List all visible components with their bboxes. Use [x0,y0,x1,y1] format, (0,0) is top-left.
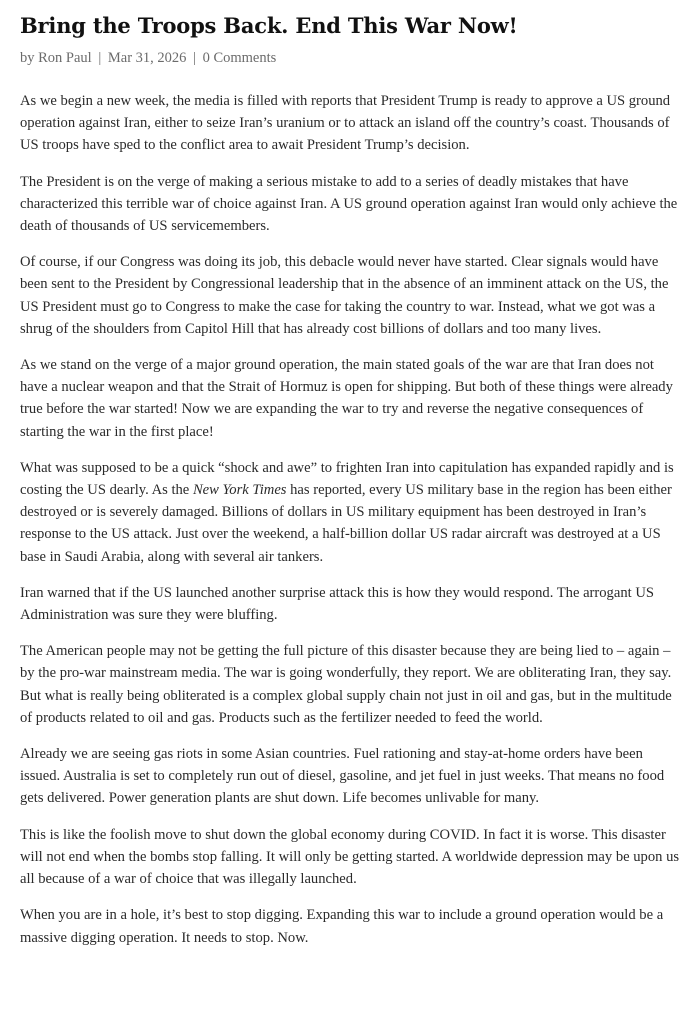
byline-prefix: by [20,50,35,66]
paragraph: The American people may not be getting the full picture of this disaster because they are being lied to – again – by the pro-war mainstream media. The war is going wonderfully, they report. We are obliterating Iran, they say. But what is really being obliterated is a complex global supply chain not just in oil and gas, but in the multitude of products related to oil and gas. Products such as the fertilizer needed to feed the world. [20,643,672,726]
paragraph: Iran warned that if the US launched another surprise attack this is how they would respond. The arrogant US Administration was sure they were bluffing. [20,584,654,624]
meta-separator: | [98,50,102,66]
paragraph: As we stand on the verge of a major ground operation, the main stated goals of the war are that Iran does not have a nuclear weapon and that the Strait of Hormuz is open for shipping. But both of these things were already true before the war started! Now we are expanding the war to try and reverse the negative consequences of starting the war in the first place! [20,357,673,440]
article-title: Bring the Troops Back. End This War Now! [20,13,518,38]
publication-name: New York Times [192,482,287,499]
paragraph: As we begin a new week, the media is filled with reports that President Trump is ready to approve a US ground operation against Iran, either to seize Iran’s uranium or to attack an island off the country’s coast. Thousands of US troops have sped to the conflict area to await President Trump’s decision. [20,93,671,154]
article-body [20,90,684,949]
meta-separator: | [193,50,196,66]
post-meta [20,48,684,68]
paragraph: When you are in a hole, it’s best to stop digging. Expanding this war to include a ground operation would be a massive digging operation. It needs to stop. Now. [20,907,664,946]
paragraph: This is like the foolish move to shut down the global economy during COVID. In fact it is worse. This disaster will not end when the bombs stop falling. It will only be getting started. A worldwide depression may be upon us all because of a war of choice that was illegally launched. [20,826,680,888]
paragraph: Already we are seeing gas riots in some Asian countries. Fuel rationing and stay-at-home orders have been issued. Australia is set to completely run out of diesel, gasoline, and jet fuel in just weeks. That means no food gets delivered. Power generation plants are shut down. Life becomes unlivable for many. [20,746,665,807]
comments-link[interactable]: 0 Comments [202,50,277,66]
paragraph: Of course, if our Congress was doing its job, this debacle would never have started. Clear signals would have been sent to the President by Congressional leadership that in the absence of an imminent attack on the US, the US President must go to Congress to make the case for taking the country to war. Instead, what we got was a shrug of the shoulders from Capitol Hill that has already cost billions of dollars and too many lives. [20,254,669,337]
paragraph [20,457,684,568]
publish-date: Mar 31, 2026 [107,50,187,66]
paragraph: The President is on the verge of making a serious mistake to add to a series of deadly mistakes that have characterized this terrible war of choice against Iran. A US ground operation against Iran would only achieve the death of thousands of US servicemembers. [20,173,678,235]
author-link[interactable]: Ron Paul [38,50,92,66]
paragraph-text: What was supposed to be a quick “shock and awe” to frighten Iran into capitulation has expanded rapidly and is costing the US dearly. As the [20,459,674,499]
paragraph-text: has reported, every US military base in the region has been either destroyed or is severely damaged. Billions of dollars in US military equipment has been destroyed in Iran’s response to the US attack. Just over the weekend, a half-billion dollar US radar aircraft was destroyed at a US base in Saudi Arabia, along with several air tankers. [20,482,672,565]
